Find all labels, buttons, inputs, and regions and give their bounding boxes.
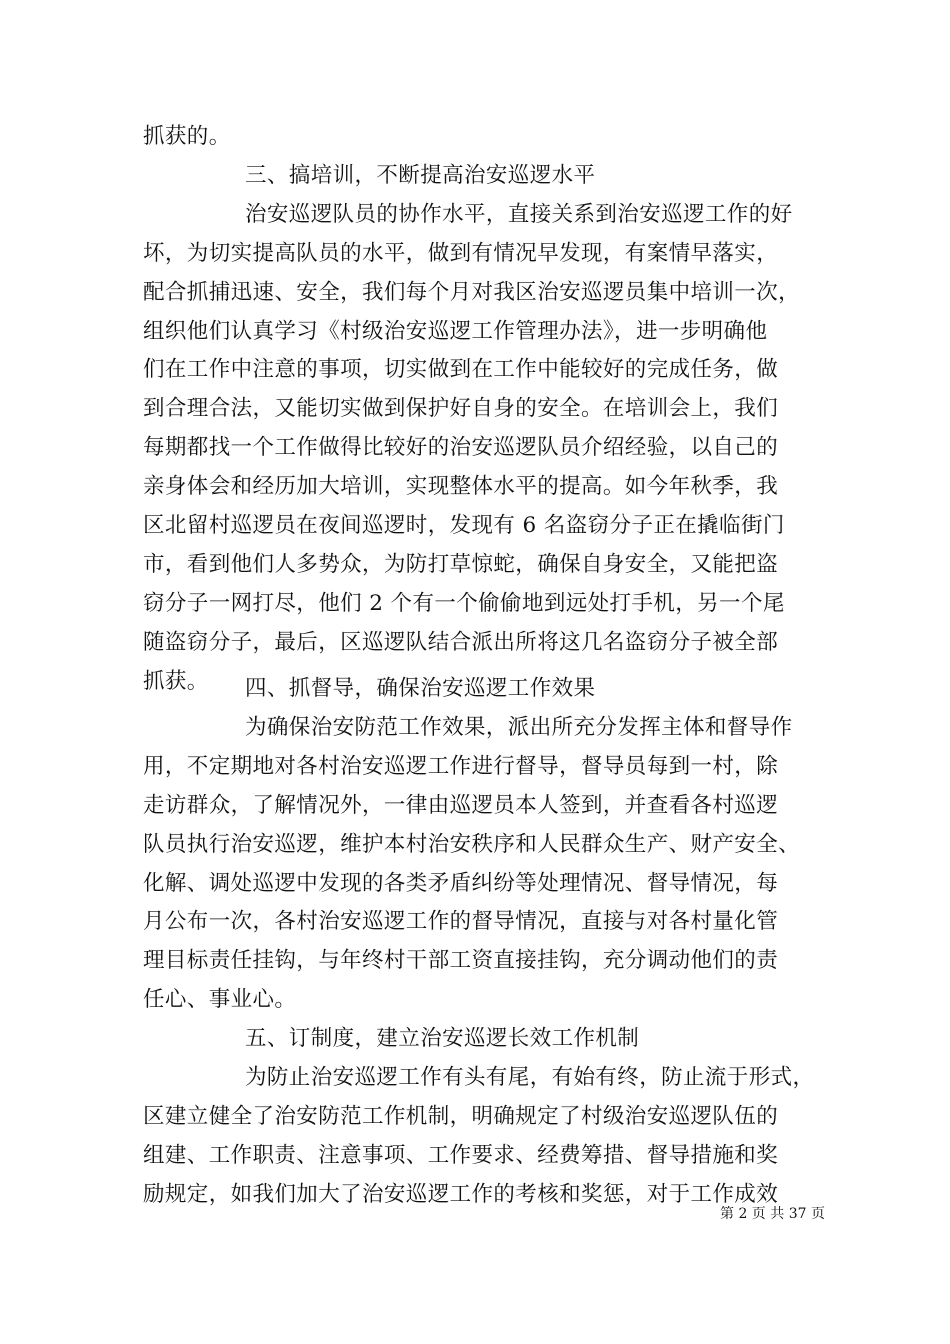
text-line: 随盗窃分子，最后，区巡逻队结合派出所将这几名盗窃分子被全部	[143, 630, 779, 655]
section-heading-3: 三、搞培训，不断提高治安巡逻水平	[245, 163, 596, 188]
text-line: 到合理合法，又能切实做到保护好自身的安全。在培训会上，我们	[143, 396, 779, 421]
text-line: 为确保治安防范工作效果，派出所充分发挥主体和督导作	[245, 715, 793, 740]
text-line: 组建、工作职责、注意事项、工作要求、经费筹措、督导措施和奖	[143, 1143, 779, 1168]
text-line: 走访群众，了解情况外，一律由巡逻员本人签到，并查看各村巡逻	[143, 793, 779, 818]
text-line: 队员执行治安巡逻，维护本村治安秩序和人民群众生产、财产安全、	[143, 832, 801, 857]
text-line: 用，不定期地对各村治安巡逻工作进行督导，督导员每到一村，除	[143, 754, 779, 779]
text-line: 为防止治安巡逻工作有头有尾，有始有终，防止流于形式，	[245, 1065, 815, 1090]
text-line: 任心、事业心。	[143, 987, 297, 1012]
text-line: 市，看到他们人多势众，为防打草惊蛇，确保自身安全，又能把盗	[143, 552, 779, 577]
text-line: 配合抓捕迅速、安全，我们每个月对我区治安巡逻员集中培训一次，	[143, 280, 801, 305]
text-line: 们在工作中注意的事项，切实做到在工作中能较好的完成任务，做	[143, 357, 779, 382]
text-line: 亲身体会和经历加大培训，实现整体水平的提高。如今年秋季，我	[143, 474, 779, 499]
text-line: 区北留村巡逻员在夜间巡逻时，发现有 6 名盗窃分子正在撬临街门	[143, 513, 785, 538]
text-line: 窃分子一网打尽，他们 2 个有一个偷偷地到远处打手机，另一个尾	[143, 591, 785, 616]
section-heading-4: 四、抓督导，确保治安巡逻工作效果	[245, 676, 596, 701]
text-line: 坏，为切实提高队员的水平，做到有情况早发现，有案情早落实，	[143, 241, 779, 266]
text-line: 理目标责任挂钩，与年终村干部工资直接挂钩，充分调动他们的责	[143, 948, 779, 973]
text-line: 月公布一次，各村治安巡逻工作的督导情况，直接与对各村量化管	[143, 909, 779, 934]
text-line: 励规定，如我们加大了治安巡逻工作的考核和奖惩，对于工作成效	[143, 1182, 779, 1207]
text-line: 每期都找一个工作做得比较好的治安巡逻队员介绍经验，以自己的	[143, 435, 779, 460]
section-heading-5: 五、订制度，建立治安巡逻长效工作机制	[245, 1026, 640, 1051]
text-line: 抓获。	[143, 669, 209, 694]
text-line: 抓获的。	[143, 124, 231, 149]
text-line: 化解、调处巡逻中发现的各类矛盾纠纷等处理情况、督导情况，每	[143, 871, 779, 896]
text-line: 区建立健全了治安防范工作机制，明确规定了村级治安巡逻队伍的	[143, 1104, 779, 1129]
page-number: 第 2 页 共 37 页	[720, 1206, 825, 1222]
text-line: 治安巡逻队员的协作水平，直接关系到治安巡逻工作的好	[245, 202, 793, 227]
text-line: 组织他们认真学习《村级治安巡逻工作管理办法》，进一步明确他	[143, 319, 768, 344]
